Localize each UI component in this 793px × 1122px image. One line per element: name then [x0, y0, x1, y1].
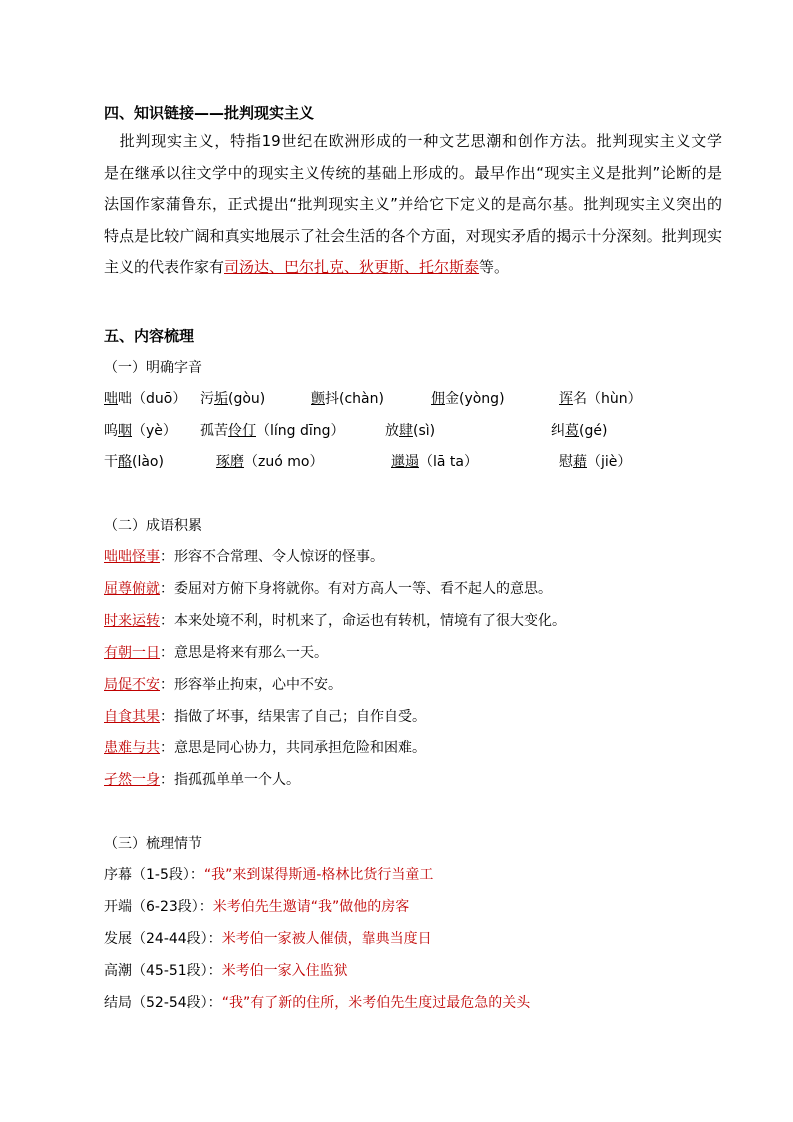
plot-item: 序幕（1-5段）：“我”来到谋得斯通-格林比货行当童工 [104, 867, 434, 883]
idiom-item: 时来运转：本来处境不利，时机来了，命运也有转机，情境有了很大变化。 [104, 613, 566, 629]
pronunciation-item: 放肆(sì) [385, 423, 436, 439]
pronunciation-item: 邋遢（lā ta） [391, 454, 478, 470]
authors-list: 司汤达、巴尔扎克、狄更斯、托尔斯泰 [224, 258, 480, 276]
subsection-idioms: （二）成语积累 [104, 518, 202, 534]
pronunciation-item: 污垢(gòu) [200, 391, 266, 407]
section-4-title: 四、知识链接——批判现实主义 [104, 104, 315, 122]
idiom-item: 咄咄怪事：形容不合常理、令人惊讶的怪事。 [104, 549, 384, 565]
subsection-pronunciation: （一）明确字音 [104, 360, 202, 376]
pronunciation-item: 慰藉（jiè） [559, 454, 632, 470]
pronunciation-item: 孤苦伶仃（líng dīng） [200, 423, 345, 439]
subsection-plot: （三）梳理情节 [104, 836, 202, 852]
paragraph-line: 特点是比较广阔和真实地展示了社会生活的各个方面，对现实矛盾的揭示十分深刻。批判现实 [104, 226, 722, 245]
idiom-item: 自食其果：指做了坏事，结果害了自己；自作自受。 [104, 709, 426, 725]
paragraph-line: 是在继承以往文学中的现实主义传统的基础上形成的。最早作出“现实主义是批判”论断的是 [104, 163, 722, 182]
authors-prefix: 主义的代表作家有 [104, 258, 225, 276]
plot-item: 高潮（45-51段）：米考伯一家入住监狱 [104, 963, 348, 979]
section-4-paragraph [104, 126, 722, 284]
pronunciation-item: 干酪(lào) [104, 454, 164, 470]
pronunciation-item: 呜咽（yè） [104, 423, 177, 439]
idiom-item: 局促不安：形容举止拘束，心中不安。 [104, 677, 342, 693]
pronunciation-item: 佣金(yòng) [431, 391, 505, 407]
idiom-item: 屈尊俯就：委屈对方俯下身将就你。有对方高人一等、看不起人的意思。 [104, 581, 552, 597]
pronunciation-item: 纠葛(gé) [551, 423, 608, 439]
pronunciation-item: 咄咄（duō） [104, 391, 187, 407]
paragraph-line: 法国作家蒲鲁东，正式提出“批判现实主义”并给它下定义的是高尔基。批判现实主义突出的 [104, 195, 722, 213]
idiom-item: 孑然一身：指孤孤单单一个人。 [104, 772, 300, 788]
pronunciation-item: 诨名（hùn） [559, 391, 642, 407]
authors-suffix: 等。 [479, 258, 510, 276]
section-5-title: 五、内容梳理 [104, 327, 195, 345]
plot-item: 发展（24-44段）：米考伯一家被人催债，靠典当度日 [104, 931, 432, 947]
idiom-item: 患难与共：意思是同心协力，共同承担危险和困难。 [104, 740, 426, 756]
pronunciation-item: 颤抖(chàn) [311, 391, 384, 407]
plot-item: 结局（52-54段）：“我”有了新的住所，米考伯先生度过最危急的关头 [104, 995, 531, 1011]
idiom-item: 有朝一日：意思是将来有那么一天。 [104, 645, 328, 661]
paragraph-line: 批判现实主义，特指19世纪在欧洲形成的一种文艺思潮和创作方法。批判现实主义文学 [104, 132, 722, 150]
pronunciation-item: 琢磨（zuó mo） [216, 454, 324, 470]
paragraph-line [104, 252, 722, 284]
plot-item: 开端（6-23段）：米考伯先生邀请“我”做他的房客 [104, 899, 410, 915]
